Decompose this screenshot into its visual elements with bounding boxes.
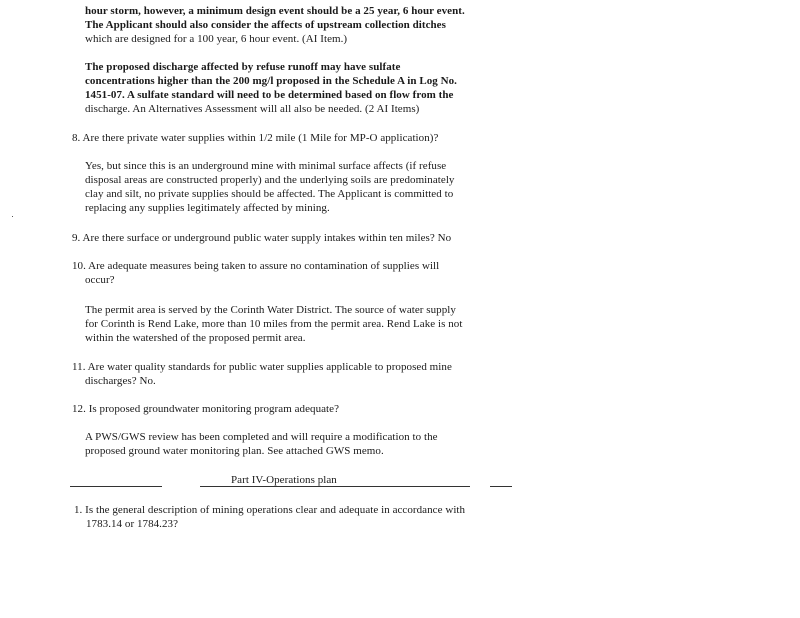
sulfate-line-4: discharge. An Alternatives Assessment will all also be needed. (2 AI Items) <box>85 103 420 115</box>
question-11-line-1: 11. Are water quality standards for public water supplies applicable to proposed mine <box>72 361 452 373</box>
answer-8-line-2: disposal areas are constructed properly) and the underlying soils are predominately <box>85 174 455 186</box>
answer-8-line-1: Yes, but since this is an underground mine with minimal surface affects (if refuse <box>85 160 447 172</box>
sulfate-line-1: The proposed discharge affected by refuse runoff may have sulfate <box>85 61 401 73</box>
answer-12-line-2: proposed ground water monitoring plan. See attached GWS memo. <box>85 445 384 457</box>
question-12: 12. Is proposed groundwater monitoring program adequate? <box>72 403 340 415</box>
top-block-line-3: which are designed for a 100 year, 6 hour event. (AI Item.) <box>85 33 348 45</box>
question-11-line-2: discharges? No. <box>85 375 156 387</box>
answer-10-line-2: for Corinth is Rend Lake, more than 10 miles from the permit area. Rend Lake is not <box>85 318 463 330</box>
answer-10-line-1: The permit area is served by the Corinth Water District. The source of water supply <box>85 304 456 316</box>
section-rule-left <box>70 486 162 487</box>
question-8: 8. Are there private water supplies within 1/2 mile (1 Mile for MP-O application)? <box>72 132 439 144</box>
operations-question-1-line-1: 1. Is the general description of mining operations clear and adequate in accordance with <box>74 504 466 516</box>
answer-12-line-1: A PWS/GWS review has been completed and will require a modification to the <box>85 431 438 443</box>
answer-8-line-3: clay and silt, no private supplies should be affected. The Applicant is committed to <box>85 188 454 200</box>
question-9: 9. Are there surface or underground public water supply intakes within ten miles? No <box>72 232 452 244</box>
answer-8-line-4: replacing any supplies legitimately affected by mining. <box>85 202 330 214</box>
sulfate-line-2: concentrations higher than the 200 mg/l proposed in the Schedule A in Log No. <box>85 75 457 87</box>
top-block-line-1: hour storm, however, a minimum design event should be a 25 year, 6 hour event. <box>85 5 465 17</box>
section-rule-right <box>490 486 512 487</box>
section-heading: Part IV-Operations plan <box>231 474 337 486</box>
scan-speck <box>12 216 13 217</box>
operations-question-1-line-2: 1783.14 or 1784.23? <box>86 518 178 530</box>
answer-10-line-3: within the watershed of the proposed permit area. <box>85 332 306 344</box>
top-block-line-2: The Applicant should also consider the affects of upstream collection ditches <box>85 19 446 31</box>
question-10-line-2: occur? <box>85 274 115 286</box>
sulfate-line-3: 1451-07. A sulfate standard will need to be determined based on flow from the <box>85 89 454 101</box>
question-10-line-1: 10. Are adequate measures being taken to assure no contamination of supplies will <box>72 260 440 272</box>
